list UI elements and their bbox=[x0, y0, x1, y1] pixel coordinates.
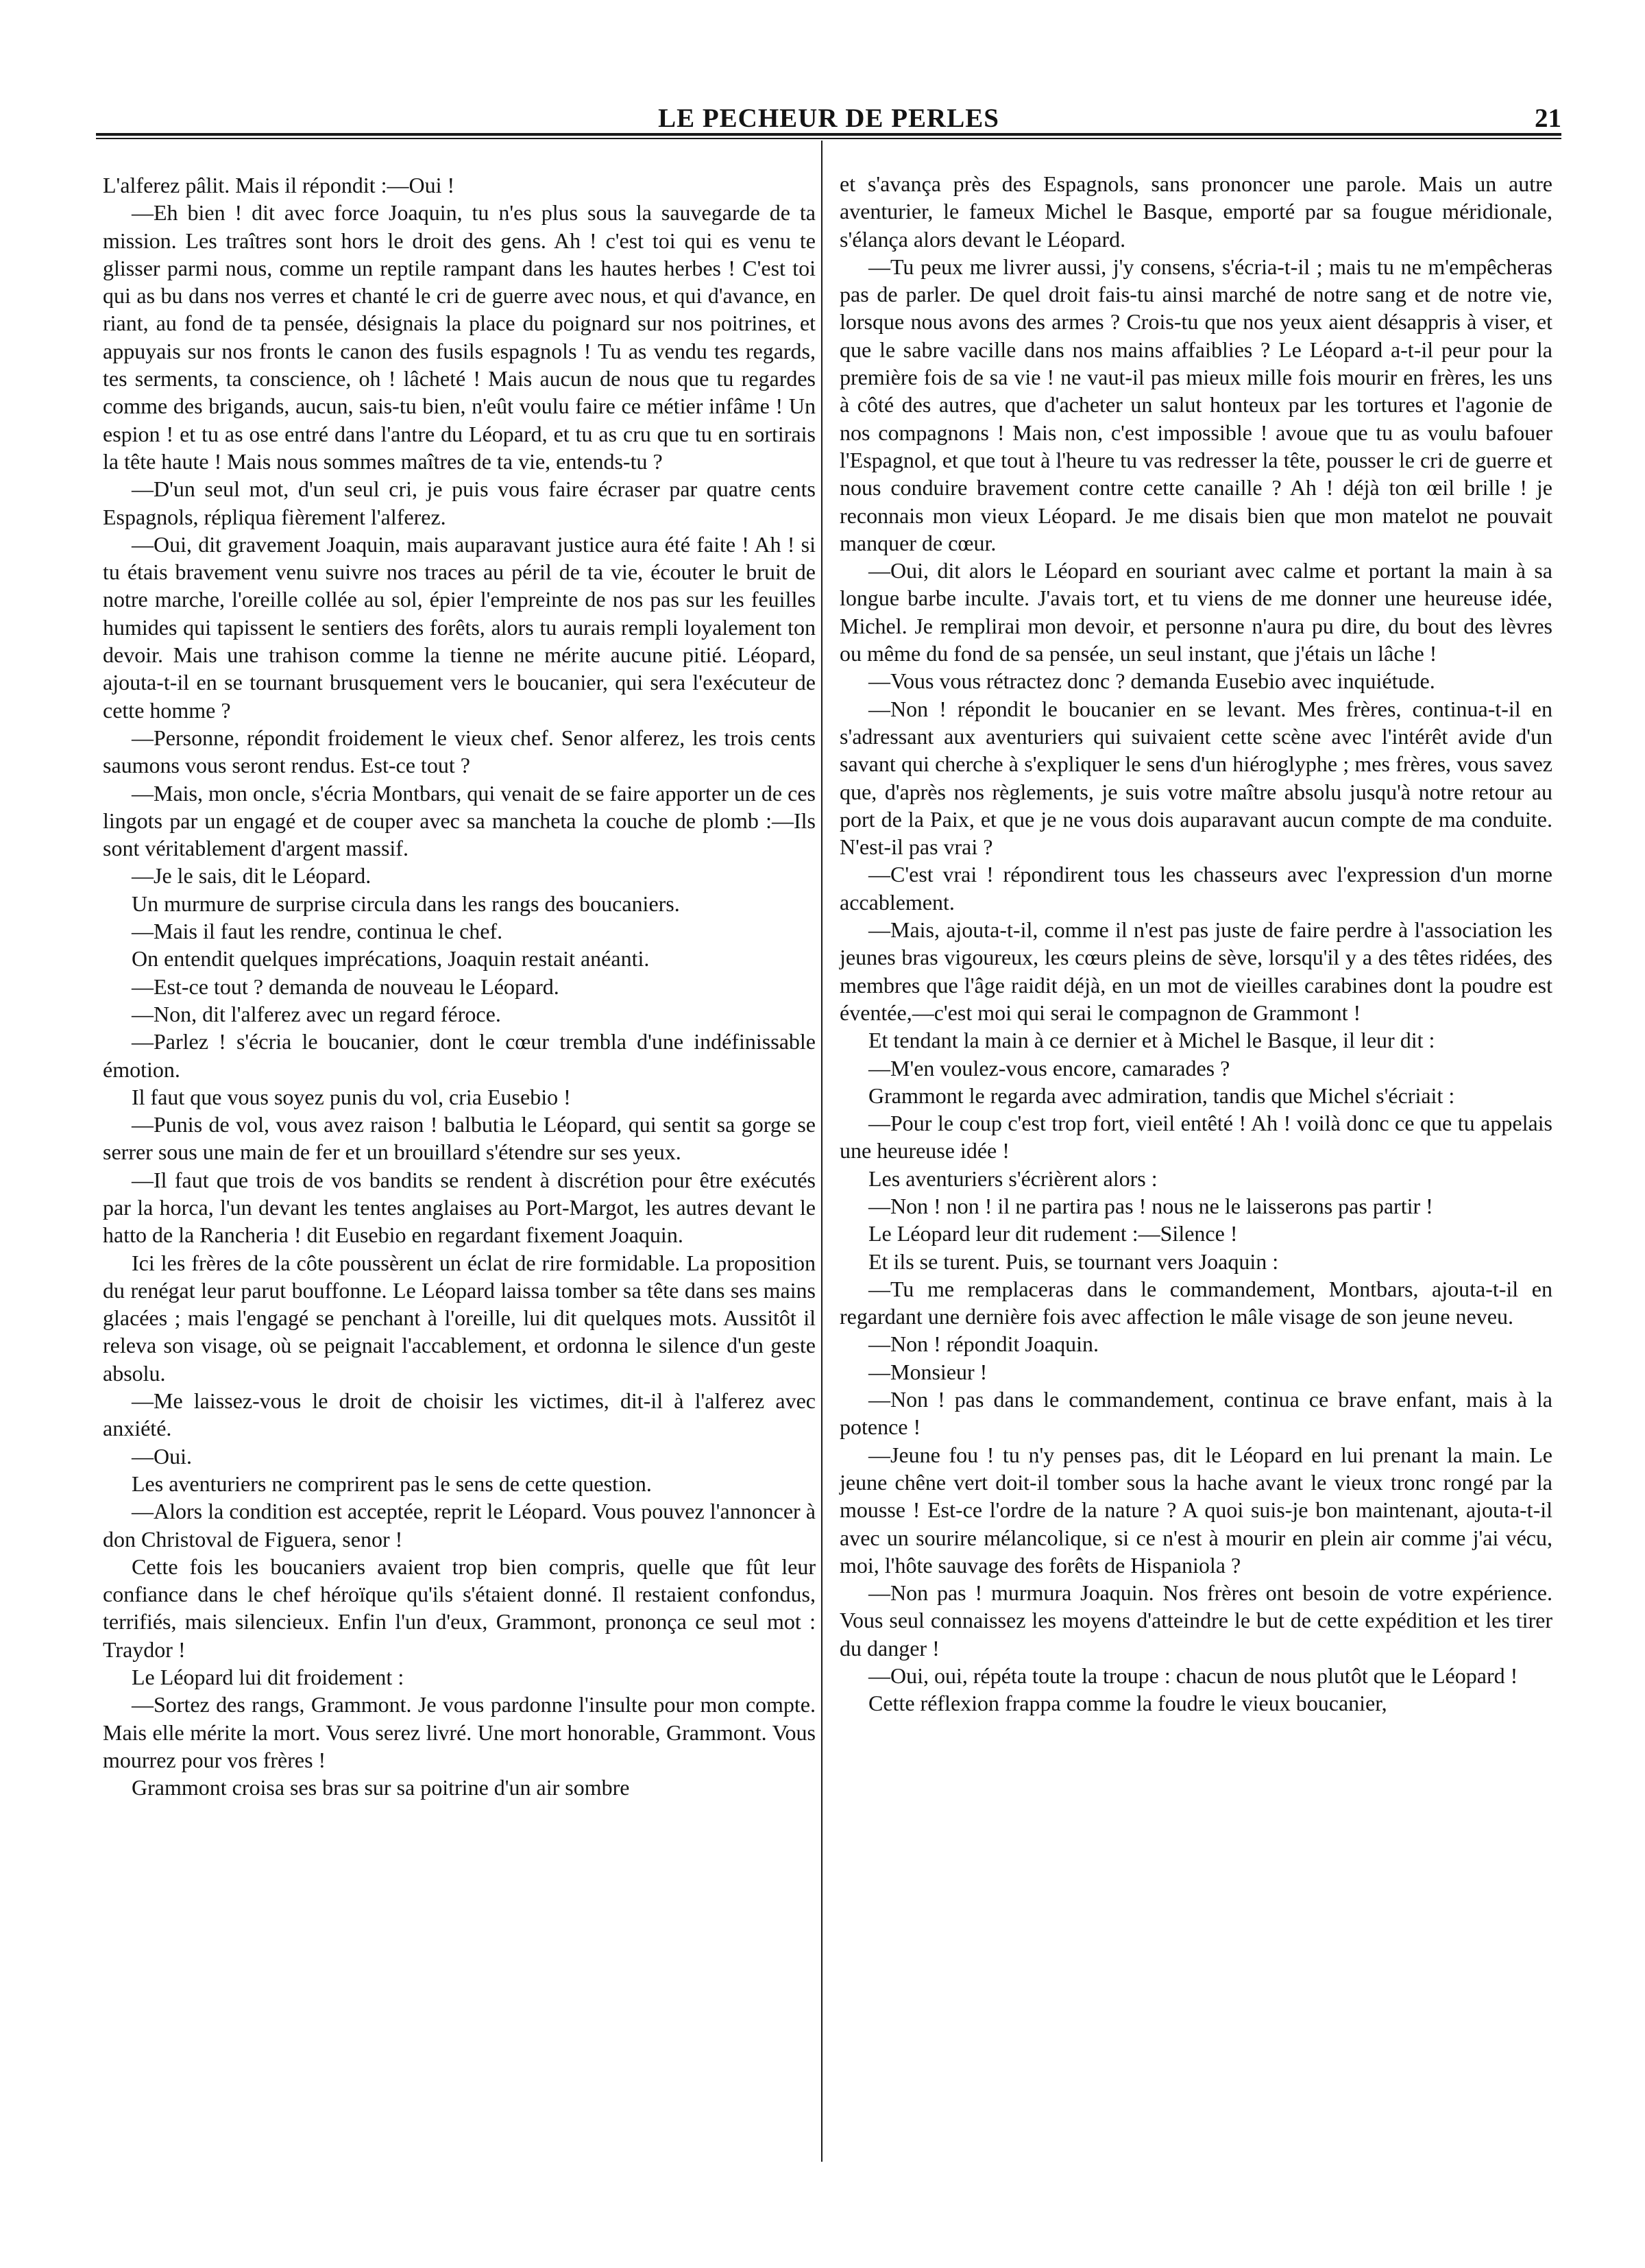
paragraph: —Mais, mon oncle, s'écria Montbars, qui venait de se faire apporter un de ces lingots par un engagé et de couper avec sa mancheta la couche de plomb :—Ils sont véritablement d'argent massif. bbox=[103, 780, 816, 861]
column-divider bbox=[821, 141, 822, 2162]
paragraph: Cette réflexion frappa comme la foudre le vieux boucanier, bbox=[868, 1691, 1387, 1716]
paragraph: Le Léopard leur dit rudement :—Silence ! bbox=[868, 1221, 1238, 1246]
paragraph: —Non ! non ! il ne partira pas ! nous ne le laisserons pas partir ! bbox=[868, 1193, 1433, 1218]
paragraph: —Monsieur ! bbox=[868, 1359, 988, 1384]
paragraph: —Tu peux me livrer aussi, j'y consens, s'écria-t-il ; mais tu ne m'empêcheras pas de parler. De quel droit fais-tu ainsi marché de notre sang et de notre vie, lorsque nous avons des armes ? Crois-tu que nos yeux aient désappris à viser, et que le sabre vacille dans nos mains affaiblies ? Le Léopard a-t-il peur pour la première fois de sa vie ! ne vaut-il pas mieux mille fois mourir en frères, les uns à côté des autres, que d'acheter un salut honteux par les tortures et l'agonie de nos compagnons ! Mais non, c'est impossible ! avoue que tu as voulu bafouer l'Espagnol, et que tout à l'heure tu vas redresser la tête, pousser le cri de guerre et nous conduire bravement contre cette canaille ? Ah ! déjà ton œil brille ! je reconnais mon vieux Léopard. Je me disais bien que mon matelot ne pouvait manquer de cœur. bbox=[840, 254, 1552, 555]
paragraph: Le Léopard lui dit froidement : bbox=[132, 1665, 404, 1690]
paragraph: —Pour le coup c'est trop fort, vieil entêté ! Ah ! voilà donc ce que tu appelais une heureuse idée ! bbox=[840, 1111, 1552, 1163]
paragraph: —Parlez ! s'écria le boucanier, dont le cœur trembla d'une indéfinissable émotion. bbox=[103, 1029, 816, 1082]
paragraph: —Eh bien ! dit avec force Joaquin, tu n'es plus sous la sauvegarde de ta mission. Les traîtres sont hors le droit des gens. Ah ! c'est toi qui es venu te glisser parmi nous, comme un reptile rampant dans les hautes herbes ! C'est toi qui as bu dans nos verres et chanté le cri de guerre avec nous, et qui d'avance, en riant, au fond de ta pensée, désignais la place du poignard sur nos poitrines, et appuyais sur nos fronts le canon des fusils espagnols ! Tu as vendu tes regards, tes serments, ta conscience, oh ! lâcheté ! Mais aucun de nous que tu regardes comme des brigands, aucun, sais-tu bien, n'eût voulu faire ce métier infâme ! Un espion ! et tu as ose entré dans l'antre du Léopard, et tu as cru que tu en sortirais la tête haute ! Mais nous sommes maîtres de ta vie, entends-tu ? bbox=[103, 200, 816, 474]
right-column bbox=[840, 170, 1552, 1717]
paragraph: —Oui, dit gravement Joaquin, mais auparavant justice aura été faite ! Ah ! si tu étais bravement venu suivre nos traces au péril de ta vie, écouter le bruit de notre marche, l'oreille collée au sol, épier l'empreinte de nos pas sur les feuilles humides qui tapissent le sentiers des forêts, alors tu aurais rempli loyalement ton devoir. Mais une trahison comme la tienne ne mérite aucune pitié. Léopard, ajouta-t-il en se tournant brusquement vers le boucanier, qui sera l'exécuteur de cette homme ? bbox=[103, 531, 816, 723]
paragraph: —Non pas ! murmura Joaquin. Nos frères ont besoin de votre expérience. Vous seul connaissez les moyens d'atteindre le but de cette expédition et les tirer du danger ! bbox=[840, 1580, 1552, 1661]
paragraph: Et tendant la main à ce dernier et à Michel le Basque, il leur dit : bbox=[868, 1028, 1435, 1053]
paragraph: —Tu me remplaceras dans le commandement, Montbars, ajouta-t-il en regardant une dernière fois avec affection le mâle visage de son jeune neveu. bbox=[840, 1276, 1552, 1329]
paragraph: L'alferez pâlit. Mais il répondit :—Oui ! bbox=[103, 173, 455, 197]
paragraph: —Non ! répondit le boucanier en se levant. Mes frères, continua-t-il en s'adressant aux aventuriers qui suivaient cette scène avec l'intérêt avide d'un savant qui cherche à s'expliquer le sens d'un hiéroglyphe ; mes frères, vous savez que, d'après nos règlements, je suis votre maître absolu jusqu'à notre retour au port de la Paix, et que je ne vous dois auparavant aucun compte de ma conduite. N'est-il pas vrai ? bbox=[840, 696, 1552, 860]
paragraph: —Oui, oui, répéta toute la troupe : chacun de nous plutôt que le Léopard ! bbox=[868, 1663, 1518, 1689]
paragraph: Grammont le regarda avec admiration, tandis que Michel s'écriait : bbox=[868, 1083, 1455, 1108]
paragraph: —Jeune fou ! tu n'y penses pas, dit le Léopard en lui prenant la main. Le jeune chêne vert doit-il tomber sous la hache avant le vieux tronc rongé par la mousse ! Est-ce l'ordre de la nature ? A quoi suis-je bon maintenant, ajouta-t-il avec un sourire mélancolique, si ce n'est à mourir en plein air comme j'ai vécu, moi, l'hôte sauvage des forêts de Hispaniola ? bbox=[840, 1442, 1552, 1578]
paragraph: Il faut que vous soyez punis du vol, cria Eusebio ! bbox=[132, 1084, 571, 1109]
paragraph: et s'avança près des Espagnols, sans prononcer une parole. Mais un autre aventurier, le fameux Michel le Basque, emporté par sa fougue méridionale, s'élança alors devant le Léopard. bbox=[840, 171, 1552, 252]
paragraph: —Sortez des rangs, Grammont. Je vous pardonne l'insulte pour mon compte. Mais elle mérite la mort. Vous serez livré. Une mort honorable, Grammont. Vous mourrez pour vos frères ! bbox=[103, 1692, 816, 1772]
paragraph: Ici les frères de la côte poussèrent un éclat de rire formidable. La proposition du renégat leur parut bouffonne. Le Léopard laissa tomber sa tête dans ses mains glacées ; mais l'engagé se penchant à l'oreille, lui dit quelques mots. Aussitôt il releva son visage, où se peignait l'accablement, et ordonna le silence d'un geste absolu. bbox=[103, 1250, 816, 1386]
running-header bbox=[96, 103, 1561, 133]
paragraph: —Est-ce tout ? demanda de nouveau le Léopard. bbox=[132, 974, 559, 999]
paragraph: —Mais il faut les rendre, continua le chef. bbox=[132, 919, 503, 944]
paragraph: Les aventuriers ne comprirent pas le sens de cette question. bbox=[132, 1471, 652, 1496]
left-column bbox=[103, 171, 816, 1802]
paragraph: —Punis de vol, vous avez raison ! balbutia le Léopard, qui sentit sa gorge se serrer sous une main de fer et un brouillard s'étendre sur ses yeux. bbox=[103, 1112, 816, 1165]
paragraph: —Oui, dit alors le Léopard en souriant avec calme et portant la main à sa longue barbe inculte. J'avais tort, et tu viens de me donner une heureuse idée, Michel. Je remplirai mon devoir, et personne n'aura pu dire, du bout des lèvres ou même du fond de sa pensée, un seul instant, que j'étais un lâche ! bbox=[840, 558, 1552, 666]
paragraph: —Me laissez-vous le droit de choisir les victimes, dit-il à l'alferez avec anxiété. bbox=[103, 1388, 816, 1441]
running-title: LE PECHEUR DE PERLES bbox=[658, 104, 999, 133]
paragraph: —Alors la condition est acceptée, reprit le Léopard. Vous pouvez l'annoncer à don Christoval de Figuera, senor ! bbox=[103, 1499, 816, 1552]
paragraph: —C'est vrai ! répondirent tous les chasseurs avec l'expression d'un morne accablement. bbox=[840, 862, 1552, 915]
paragraph: Cette fois les boucaniers avaient trop bien compris, quelle que fût leur confiance dans le chef héroïque qu'ils s'étaient donné. Il restaient confondus, terrifiés, mais silencieux. Enfin l'un d'eux, Grammont, prononça ce seul mot : Traydor ! bbox=[103, 1554, 816, 1662]
header-rule-thick bbox=[96, 133, 1561, 136]
page-number: 21 bbox=[1535, 104, 1561, 133]
paragraph: —Non ! pas dans le commandement, continua ce brave enfant, mais à la potence ! bbox=[840, 1387, 1552, 1440]
paragraph: Les aventuriers s'écrièrent alors : bbox=[868, 1166, 1158, 1191]
paragraph: Un murmure de surprise circula dans les rangs des boucaniers. bbox=[132, 891, 680, 916]
paragraph: Et ils se turent. Puis, se tournant vers Joaquin : bbox=[868, 1248, 1279, 1274]
paragraph: —Il faut que trois de vos bandits se rendent à discrétion pour être exécutés par la horca, l'un devant les tentes anglaises au Port-Margot, les autres devant le hatto de la Rancheria ! dit Eusebio en regardant fixement Joaquin. bbox=[103, 1167, 816, 1248]
paragraph: —Non ! répondit Joaquin. bbox=[868, 1331, 1099, 1357]
paragraph: —Vous vous rétractez donc ? demanda Eusebio avec inquiétude. bbox=[868, 668, 1435, 694]
header-rule-thin bbox=[96, 138, 1561, 139]
paragraph: Grammont croisa ses bras sur sa poitrine d'un air sombre bbox=[132, 1775, 630, 1800]
paragraph: —Personne, répondit froidement le vieux chef. Senor alferez, les trois cents saumons vous seront rendus. Est-ce tout ? bbox=[103, 725, 816, 778]
paragraph: —Je le sais, dit le Léopard. bbox=[132, 863, 371, 889]
paragraph: —M'en voulez-vous encore, camarades ? bbox=[868, 1055, 1230, 1081]
paragraph: On entendit quelques imprécations, Joaquin restait anéanti. bbox=[132, 946, 650, 972]
paragraph: —Oui. bbox=[132, 1443, 192, 1469]
paragraph: —Non, dit l'alferez avec un regard féroce. bbox=[132, 1001, 501, 1026]
paragraph: —Mais, ajouta-t-il, comme il n'est pas juste de faire perdre à l'association les jeunes bras vigoureux, les cœurs pleins de sève, lorsqu'il y a des têtes ridées, des membres que l'âge raidit déjà, en un mot de vieilles carabines dont la poudre est éventée,—c'est moi qui serai le compagnon de Grammont ! bbox=[840, 917, 1552, 1025]
paragraph: —D'un seul mot, d'un seul cri, je puis vous faire écraser par quatre cents Espagnols, répliqua fièrement l'alferez. bbox=[103, 476, 816, 529]
